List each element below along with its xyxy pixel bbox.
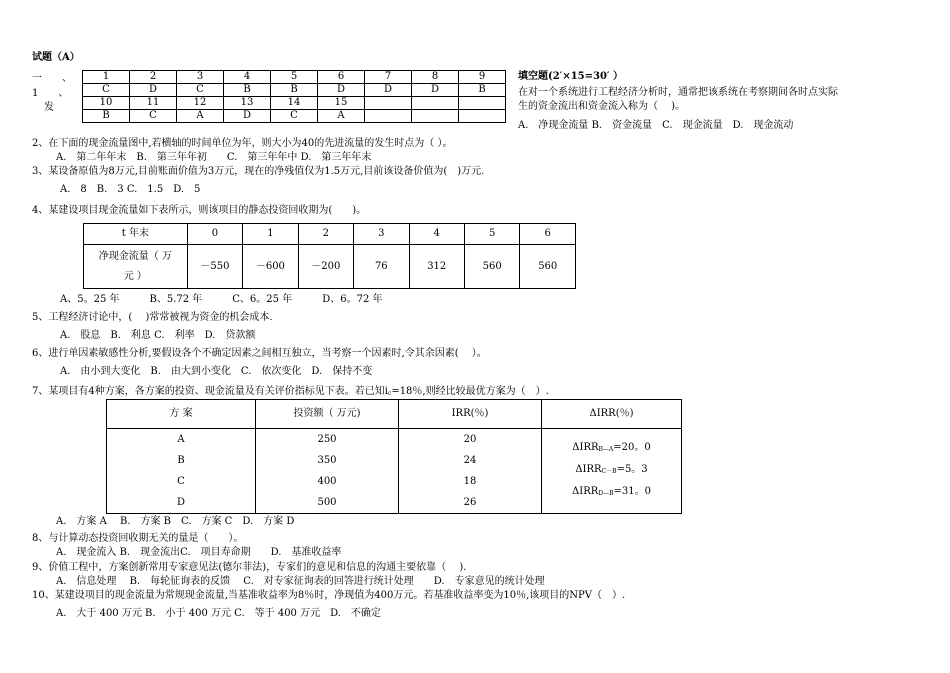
- cash-flow-value: －550: [187, 245, 242, 289]
- section-label-1: 一 、: [32, 73, 72, 84]
- answer-grid-cell: [412, 97, 459, 110]
- investment-value: 250: [317, 434, 337, 445]
- answer-grid-cell: 12: [177, 97, 224, 110]
- answer-grid-cell: [459, 97, 506, 110]
- cash-flow-year-header: 2: [298, 224, 353, 245]
- question-6-text: 6、进行单因素敏感性分析,要假设各个不确定因素之间相互独立，当考察一个因素时,令其余因素( ）。: [32, 348, 487, 359]
- question-8-options: A. 现金流入 B. 现金流出C. 项目寿命期 D. 基准收益率: [56, 547, 342, 558]
- answer-grid-cell: D: [365, 84, 412, 97]
- answer-grid-cell: 3: [177, 71, 224, 84]
- cash-flow-value: －600: [243, 245, 298, 289]
- investment-value: 350: [317, 455, 337, 466]
- cash-flow-header-label: t 年末: [84, 224, 188, 245]
- question-5-options: A. 股息 B. 利息 C. 利率 D. 贷款额: [60, 330, 256, 341]
- question-3-options: A. 8 B. 3 C. 1.5 D. 5: [60, 184, 201, 195]
- fill-in-options: A. 净现金流量 B. 资金流量 C. 现金流量 D. 现金流动: [518, 120, 794, 131]
- answer-grid-cell: C: [271, 110, 318, 123]
- answer-grid-cell: C: [177, 84, 224, 97]
- answer-grid-row: [83, 97, 506, 110]
- project-table-header: 投资额（ 万元): [256, 400, 399, 429]
- cash-flow-value: 560: [520, 245, 576, 289]
- irr-column: [399, 429, 542, 514]
- answer-grid-cell: 11: [130, 97, 177, 110]
- answer-grid-cell: B: [224, 84, 271, 97]
- answer-grid-row: [83, 84, 506, 97]
- page-title: 试题（A）: [32, 52, 80, 63]
- answer-grid-row: [83, 110, 506, 123]
- answer-grid-cell: 15: [318, 97, 365, 110]
- plan-label: A: [177, 434, 185, 445]
- question-2-options: A. 第二年年末 B. 第三年年初 C. 第三年年中 D. 第三年年末: [56, 152, 372, 163]
- question-10-text: 10、某建设项目的现金流量为常规现金流量,当基准收益率为8％时，净现值为400万元。若基准收益率变为10％,该项目的NPV（ ）.: [32, 590, 626, 601]
- answer-grid-cell: [365, 97, 412, 110]
- answer-grid-cell: A: [177, 110, 224, 123]
- cash-flow-value: 312: [409, 245, 464, 289]
- cash-flow-value: 76: [354, 245, 409, 289]
- cash-flow-table: [83, 223, 576, 289]
- question-3-text: 3、某设备原值为8万元,目前账面价值为3万元，现在的净残值仅为1.5万元,目前该设备价值为( )万元.: [32, 166, 485, 177]
- cash-flow-year-header: 4: [409, 224, 464, 245]
- cash-flow-row-label: 净现金流量（ 万 元 ）: [84, 245, 188, 289]
- answer-grid-cell: [365, 110, 412, 123]
- cash-flow-year-header: 5: [464, 224, 519, 245]
- fill-in-heading: 填空题(2′×15=30′ ）: [518, 71, 624, 82]
- investment-column: [256, 429, 399, 514]
- cash-flow-year-header: 1: [243, 224, 298, 245]
- question-10-options: A. 大于 400 万元 B. 小于 400 万元 C. 等于 400 万元 D. 不确定: [56, 608, 381, 619]
- question-2-text: 2、在下面的现金流量图中,若横轴的时间单位为年，则大小为40的先进流量的发生时点为（ ）。: [32, 138, 453, 149]
- irr-value: 20: [463, 434, 477, 445]
- answer-grid-cell: D: [318, 84, 365, 97]
- answer-grid-cell: B: [83, 110, 130, 123]
- plan-label: D: [176, 497, 186, 508]
- question-4-options: A、5。25 年 B、5.72 年 C、6。25 年 D、6。72 年: [60, 294, 383, 305]
- project-comparison-table: [106, 399, 682, 514]
- answer-grid-cell: C: [83, 84, 130, 97]
- plan-column: [107, 429, 256, 514]
- project-table-header: IRR(％): [399, 400, 542, 429]
- cash-flow-year-header: 3: [354, 224, 409, 245]
- question-8-text: 8、与计算动态投资回收期无关的量是（ ）。: [32, 533, 244, 544]
- answer-grid: [82, 70, 506, 123]
- answer-grid-cell: 14: [271, 97, 318, 110]
- answer-grid-cell: D: [224, 110, 271, 123]
- cash-flow-year-header: 6: [520, 224, 576, 245]
- irr-value: 26: [463, 497, 477, 508]
- question-9-text: 9、价值工程中，方案创新常用专家意见法(德尔菲法)，专家们的意见和信息的沟通主要依靠（ ).: [32, 562, 467, 573]
- answer-grid-cell: 9: [459, 71, 506, 84]
- delta-irr-column: [542, 429, 682, 514]
- answer-grid-cell: D: [412, 84, 459, 97]
- section-label-2: 1 、: [32, 88, 69, 99]
- fill-in-question-line2: 生的资金流出和资金流入称为（ )。: [518, 101, 686, 112]
- answer-grid-cell: 1: [83, 71, 130, 84]
- answer-grid-cell: 5: [271, 71, 318, 84]
- cash-flow-value: 560: [464, 245, 519, 289]
- section-label-3: 发: [44, 102, 54, 113]
- answer-grid-cell: [412, 110, 459, 123]
- answer-grid-cell: B: [459, 84, 506, 97]
- question-4-text: 4、某建设项目现金流量如下表所示，则该项目的静态投资回收期为( )。: [32, 205, 367, 216]
- delta-irr-value: $\Delta IRR_{C-B}=5$。3: [575, 464, 648, 475]
- fill-in-question-line1: 在对一个系统进行工程经济分析时，通常把该系统在考察期间各时点实际: [518, 87, 838, 98]
- project-table-header: ΔIRR(％): [542, 400, 682, 429]
- answer-grid-cell: 2: [130, 71, 177, 84]
- irr-value: 18: [463, 476, 477, 487]
- answer-grid-cell: B: [271, 84, 318, 97]
- project-table-header: 方 案: [107, 400, 256, 429]
- plan-label: C: [177, 476, 185, 487]
- answer-grid-cell: 13: [224, 97, 271, 110]
- cash-flow-year-header: 0: [187, 224, 242, 245]
- cash-flow-value: －200: [298, 245, 353, 289]
- investment-value: 500: [317, 497, 337, 508]
- question-9-options: A. 信息处理 B. 每轮征询表的反馈 C. 对专家征询表的回答进行统计处理 D. 专家意见的统计处理: [56, 576, 545, 587]
- question-5-text: 5、工程经济讨论中，( )常常被视为资金的机会成本.: [32, 312, 273, 323]
- answer-grid-cell: 6: [318, 71, 365, 84]
- plan-label: B: [177, 455, 185, 466]
- answer-grid-cell: C: [130, 110, 177, 123]
- delta-irr-value: $\Delta IRR_{D—B}=31$。0: [572, 486, 651, 497]
- irr-value: 24: [463, 455, 477, 466]
- question-7-text: 7、某项目有4种方案，各方案的投资、现金流量及有关评价指标见下表。若已知$i_c=18$％,则经比较最优方案为（ ）.: [32, 386, 549, 397]
- answer-grid-cell: [459, 110, 506, 123]
- question-7-options: A. 方案 A B. 方案 B C. 方案 C D. 方案 D: [56, 516, 295, 527]
- answer-grid-row: [83, 71, 506, 84]
- answer-grid-cell: 4: [224, 71, 271, 84]
- answer-grid-cell: 8: [412, 71, 459, 84]
- answer-grid-cell: 10: [83, 97, 130, 110]
- answer-grid-cell: 7: [365, 71, 412, 84]
- investment-value: 400: [317, 476, 337, 487]
- question-6-options: A. 由小到大变化 B. 由大到小变化 C. 依次变化 D. 保持不变: [60, 366, 373, 377]
- answer-grid-cell: D: [130, 84, 177, 97]
- delta-irr-value: $\Delta IRR_{B—A}=20$。0: [572, 442, 651, 453]
- answer-grid-cell: A: [318, 110, 365, 123]
